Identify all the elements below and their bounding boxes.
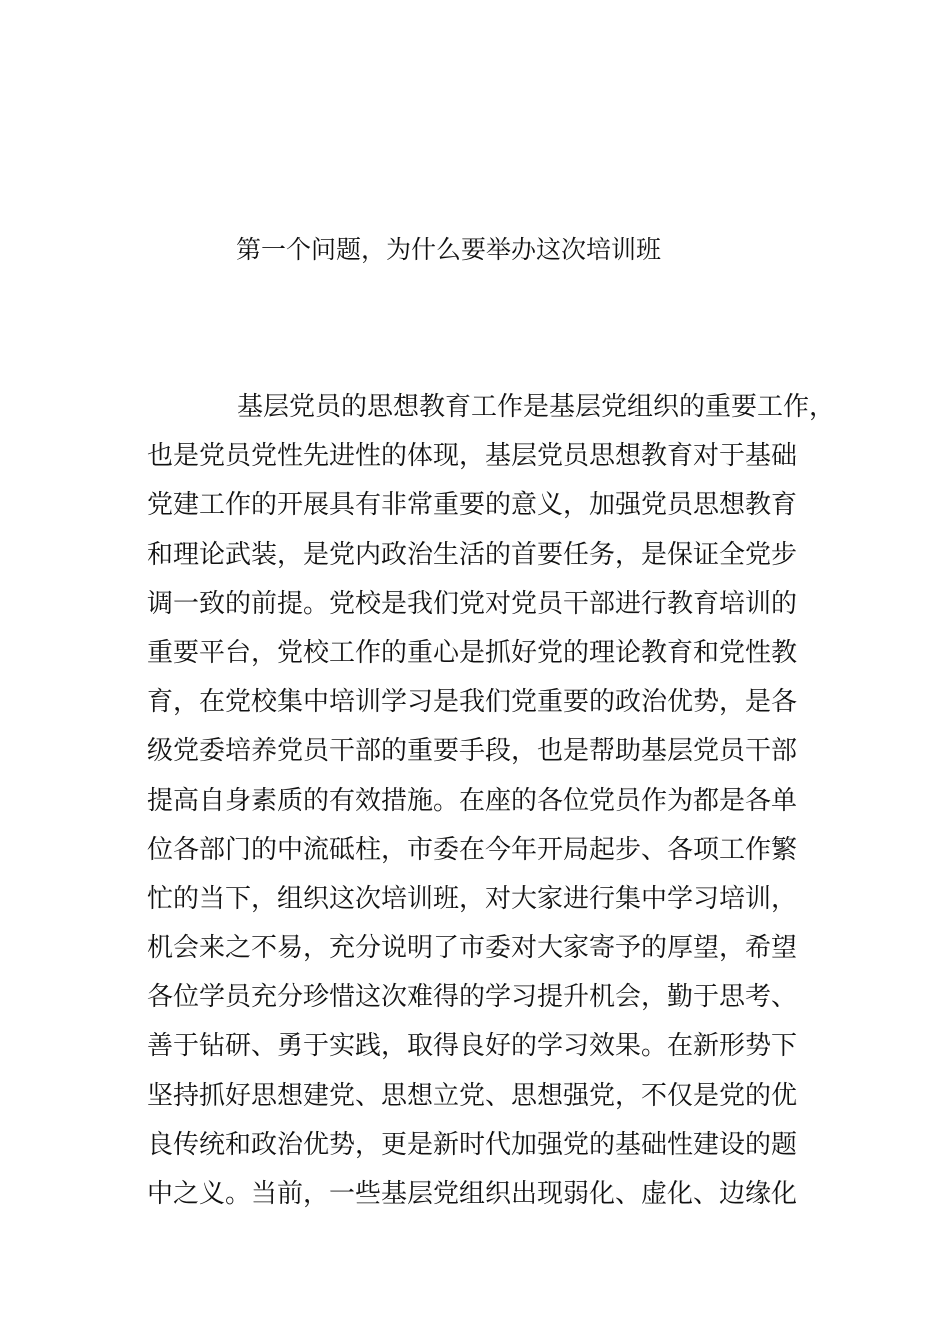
paragraph-line: 调一致的前提。党校是我们党对党员干部进行教育培训的 xyxy=(147,588,798,619)
paragraph-line: 级党委培养党员干部的重要手段，也是帮助基层党员干部 xyxy=(147,736,798,767)
paragraph-line: 位各部门的中流砥柱，市委在今年开局起步、各项工作繁 xyxy=(147,834,798,865)
body-paragraph xyxy=(147,383,837,1219)
paragraph-line: 育，在党校集中培训学习是我们党重要的政治优势，是各 xyxy=(147,687,798,718)
paragraph-line: 良传统和政治优势，更是新时代加强党的基础性建设的题 xyxy=(147,1129,798,1160)
paragraph-line: 提高自身素质的有效措施。在座的各位党员作为都是各单 xyxy=(147,785,798,816)
paragraph-line: 各位学员充分珍惜这次难得的学习提升机会，勤于思考、 xyxy=(147,982,798,1013)
section-heading: 第一个问题，为什么要举办这次培训班 xyxy=(236,235,662,264)
paragraph-line: 中之义。当前，一些基层党组织出现弱化、虚化、边缘化 xyxy=(147,1179,798,1209)
paragraph-line: 和理论武装，是党内政治生活的首要任务，是保证全党步 xyxy=(147,539,798,570)
paragraph-line: 基层党员的思想教育工作是基层党组织的重要工作， xyxy=(237,392,836,422)
paragraph-line: 机会来之不易，充分说明了市委对大家寄予的厚望，希望 xyxy=(147,933,798,964)
paragraph-line: 忙的当下，组织这次培训班，对大家进行集中学习培训， xyxy=(147,883,798,914)
paragraph-line: 坚持抓好思想建党、思想立党、思想强党，不仅是党的优 xyxy=(147,1080,798,1111)
paragraph-line: 善于钻研、勇于实践，取得良好的学习效果。在新形势下 xyxy=(147,1031,798,1062)
paragraph-line: 党建工作的开展具有非常重要的意义，加强党员思想教育 xyxy=(147,490,798,521)
paragraph-line: 也是党员党性先进性的体现，基层党员思想教育对于基础 xyxy=(147,441,798,472)
paragraph-line: 重要平台，党校工作的重心是抓好党的理论教育和党性教 xyxy=(147,637,798,668)
